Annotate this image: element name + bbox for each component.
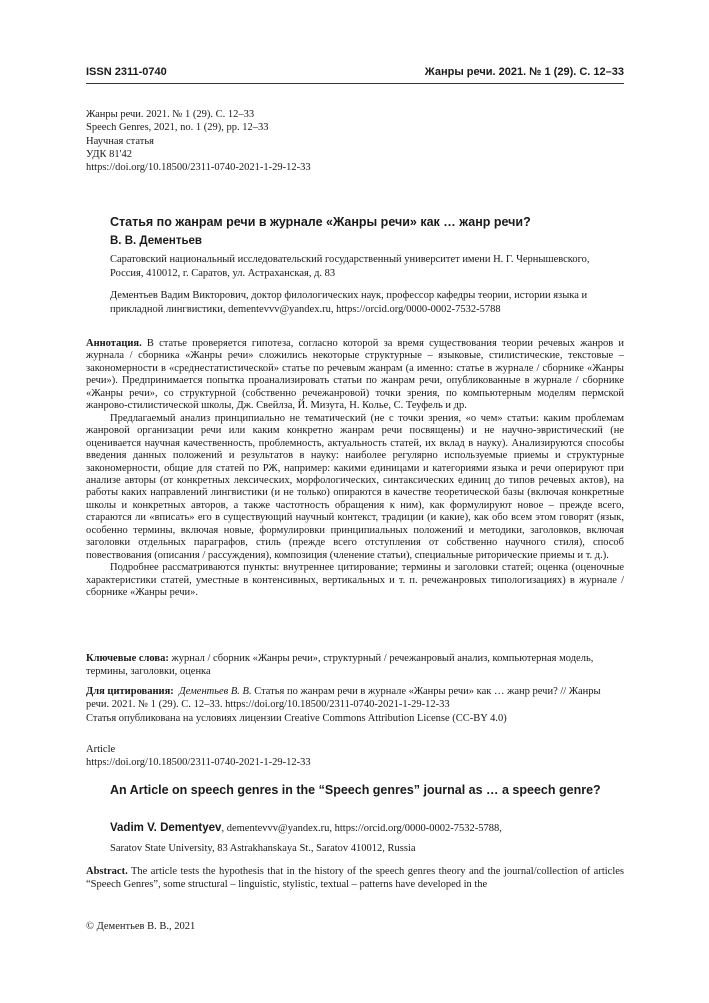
author-info-ru: Дементьев Вадим Викторович, доктор филологических наук, профессор кафедры теории, истории языка и прикладной лингвистики, dementevvv@yandex.ru, https://orcid.org/0000-0002-7532-5788 xyxy=(110,290,588,315)
running-header xyxy=(86,66,624,78)
abstract-ru xyxy=(86,338,624,600)
article-meta xyxy=(86,108,311,174)
affiliation-en: Saratov State University, 83 Astrakhanskaya St., Saratov 410012, Russia xyxy=(110,843,416,854)
meta-en-citation: Speech Genres, 2021, no. 1 (29), pp. 12–33 xyxy=(86,122,269,134)
author-en-contacts: , dementevvv@yandex.ru, https://orcid.org/0000-0002-7532-5788, xyxy=(221,823,502,834)
license-note: Статья опубликована на условиях лицензии Creative Commons Attribution License (CC-BY 4.0) xyxy=(86,713,507,724)
abstract-en-label: Abstract. xyxy=(86,866,128,877)
abstract-ru-p1 xyxy=(86,338,624,413)
citation-ru xyxy=(86,686,624,711)
abstract-en xyxy=(86,866,624,891)
journal-issue: Жанры речи. 2021. № 1 (29). С. 12–33 xyxy=(424,66,624,78)
cite-author: Дементьев В. В. xyxy=(179,686,252,697)
author-en xyxy=(110,822,502,834)
meta-udc: УДК 81'42 xyxy=(86,148,133,160)
abstract-en-text: The article tests the hypothesis that in the history of the speech genres theory and the journal/collection of articles “Speech Genres”, some structural – linguistic, stylistic, textual – patterns have developed in the xyxy=(86,866,624,890)
issn: ISSN 2311-0740 xyxy=(86,66,167,78)
article-type-en: Article xyxy=(86,744,116,755)
abstract-ru-label: Аннотация. xyxy=(86,338,142,349)
author-ru: В. В. Дементьев xyxy=(110,235,202,247)
author-en-name: Vadim V. Dementyev xyxy=(110,822,222,834)
article-meta-en xyxy=(86,743,311,769)
cite-label: Для цитирования: xyxy=(86,686,174,697)
cite-text: Статья по жанрам речи в журнале «Жанры речи» как … жанр речи? // Жанры речи. 2021. № 1 (29). С. 12–33. https://doi.org/10.18500/2311-0740-2021-1-29-12-33 xyxy=(86,686,601,710)
meta-article-type: Научная статья xyxy=(86,135,154,147)
abstract-ru-p3: Подробнее рассматриваются пункты: внутреннее цитирование; термины и заголовки статей; оценка (оценочные характеристики статей, уместные в контенсивных, вертикальных и т. п. речежанровых типологизациях) в журнале / сборнике «Жанры речи». xyxy=(86,562,624,599)
article-title-ru: Статья по жанрам речи в журнале «Жанры речи» как … жанр речи? xyxy=(110,215,531,229)
meta-doi[interactable]: https://doi.org/10.18500/2311-0740-2021-1-29-12-33 xyxy=(86,162,311,174)
abstract-ru-p1-text: В статье проверяется гипотеза, согласно которой за время существования теории речевых жанров и журнала / сборника «Жанры речи» сложились некоторые структурные – языковые, стилистические, текстовые – закономерности в «среднестатистической» статье по речевым жанрам (а именно: статье в журнале / сборнике «Жанры речи»). Предпринимается попытка проанализировать статьи по жанрам речи, опубликованные в журнале / сборнике «Жанры речи», со структурной (собственно речежанровой) точки зрения, по компьютерным моделям пермской жанрово-стилистической школы, Дж. Свейлза, Й. Мизута, Н. Колье, С. Теуфель и др. xyxy=(86,338,624,412)
meta-ru-citation: Жанры речи. 2021. № 1 (29). С. 12–33 xyxy=(86,109,255,120)
affiliation-ru: Саратовский национальный исследовательский государственный университет имени Н. Г. Чернышевского, Россия, 410012, г. Саратов, ул. Астраханская, д. 83 xyxy=(110,254,590,279)
keywords-label: Ключевые слова: xyxy=(86,653,169,664)
keywords-ru xyxy=(86,653,624,678)
abstract-ru-p2: Предлагаемый анализ принципиально не тематический (не с точки зрения, «о чем» статьи: каким проблемам жанровой организации речи или каким конкретно жанрам речи посвящены) и не научно-эвристический (не оценивается научная качественность, проблемность, актуальность статей, их вклад в науку). Анализируются способы введения данных положений и результатов в науку: наиболее регулярно используемые приемы и структурные закономерности, общие для статей по РЖ, например: какими единицами и категориями языка и речи оперируют при анализе авторы (от конкретных лексических, морфологических, синтаксических единиц до типов речевых актов), на работы каких направлений лингвистики (и не только) опираются в качестве теоретической базы (включая конкретные школы и конкретных авторов, а также частотность обращения к ним), как формулируют новое – прежде всего, стараются ли «вписать» его в существующий научный контекст, традиции (и какие), как обо всем этом говорят (язык, особенно термины, включая новые, формулировки принципиальных положений и методики, заголовков, включая заголовки отдельных параграфов, стиль (прежде всего отступления от собственно научного стиля), способ повествования (описания / рассуждения), композиция (членение статьи), специальные риторические приемы и т. д.). xyxy=(86,412,624,561)
header-rule xyxy=(86,83,624,84)
keywords-text: журнал / сборник «Жанры речи», структурный / речежанровый анализ, компьютерная модель, термины, заголовки, оценка xyxy=(86,653,594,677)
article-title-en: An Article on speech genres in the “Speech genres” journal as … a speech genre? xyxy=(110,783,601,797)
doi-en[interactable]: https://doi.org/10.18500/2311-0740-2021-1-29-12-33 xyxy=(86,757,311,768)
copyright: © Дементьев В. В., 2021 xyxy=(86,921,196,932)
